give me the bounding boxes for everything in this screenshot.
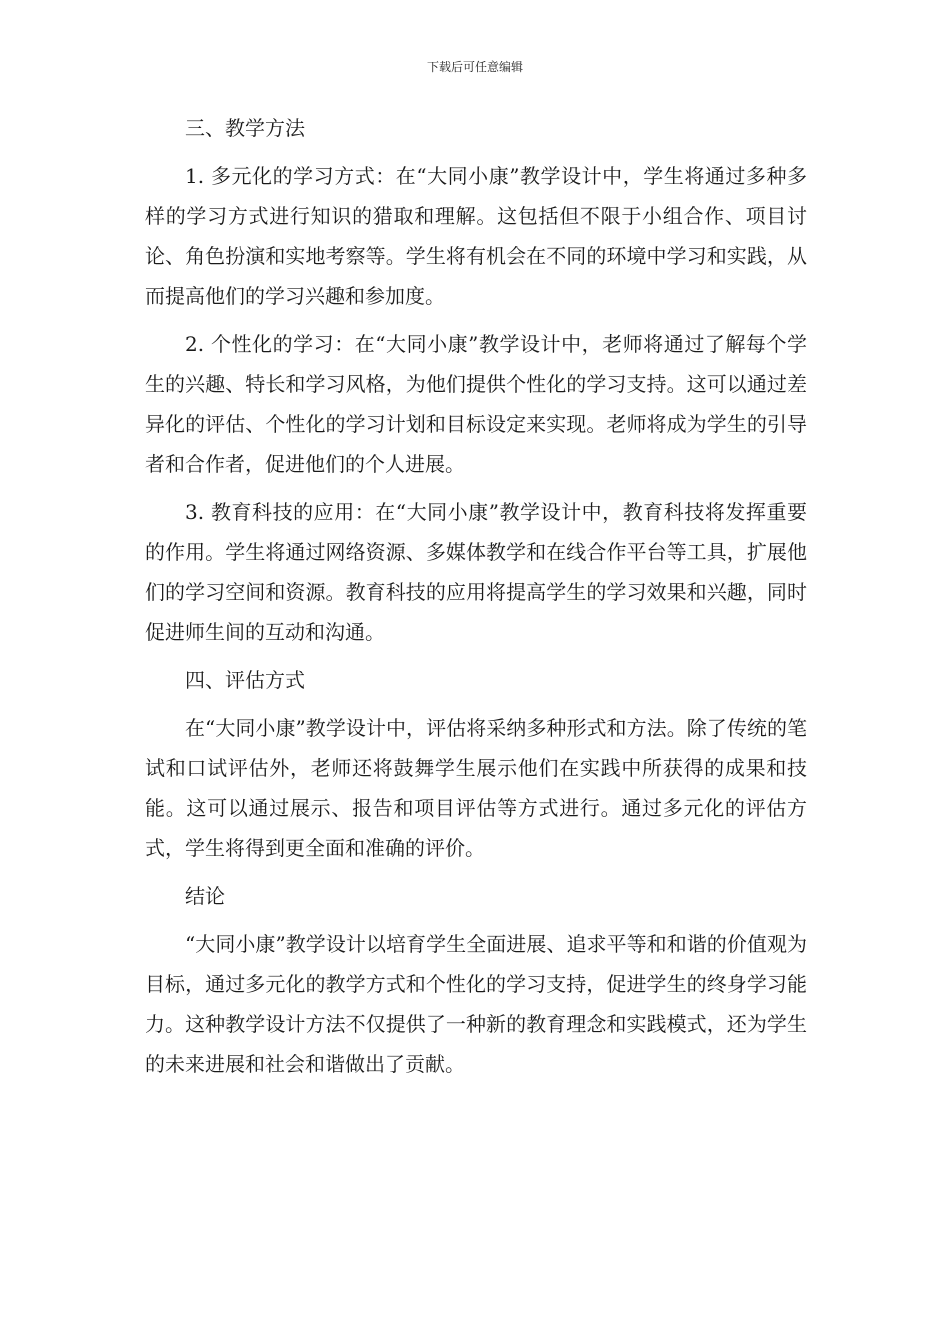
section-heading-assessment: 四、评估方式 bbox=[185, 668, 305, 692]
section-heading-conclusion: 结论 bbox=[185, 884, 225, 908]
paragraph-conclusion: “大同小康”教学设计以培育学生全面进展、追求平等和和谐的价值观为目标，通过多元化的教学方式和个性化的学习支持，促进学生的终身学习能力。这种教学设计方法不仅提供了一种新的教育理念和实践模式，还为学生的未来进展和社会和谐做出了贡献。 bbox=[145, 932, 807, 1076]
paragraph-edtech-application: 3. 教育科技的应用：在“大同小康”教学设计中，教育科技将发挥重要的作用。学生将通过网络资源、多媒体教学和在线合作平台等工具，扩展他们的学习空间和资源。教育科技的应用将提高学生的学习效果和兴趣，同时促进师生间的互动和沟通。 bbox=[145, 500, 807, 644]
page-header: 下载后可任意编辑 bbox=[426, 60, 523, 74]
section-heading-teaching-methods: 三、教学方法 bbox=[185, 116, 305, 140]
paragraph-diverse-learning: 1. 多元化的学习方式：在“大同小康”教学设计中，学生将通过多种多样的学习方式进行知识的猎取和理解。这包括但不限于小组合作、项目讨论、角色扮演和实地考察等。学生将有机会在不同的环境中学习和实践，从而提高他们的学习兴趣和参加度。 bbox=[145, 164, 807, 308]
paragraph-personalized-learning: 2. 个性化的学习：在“大同小康”教学设计中，老师将通过了解每个学生的兴趣、特长和学习风格，为他们提供个性化的学习支持。这可以通过差异化的评估、个性化的学习计划和目标设定来实现。老师将成为学生的引导者和合作者，促进他们的个人进展。 bbox=[145, 332, 807, 476]
paragraph-assessment: 在“大同小康”教学设计中，评估将采纳多种形式和方法。除了传统的笔试和口试评估外，老师还将鼓舞学生展示他们在实践中所获得的成果和技能。这可以通过展示、报告和项目评估等方式进行。通过多元化的评估方式，学生将得到更全面和准确的评价。 bbox=[145, 716, 807, 860]
document-body bbox=[145, 108, 807, 1092]
